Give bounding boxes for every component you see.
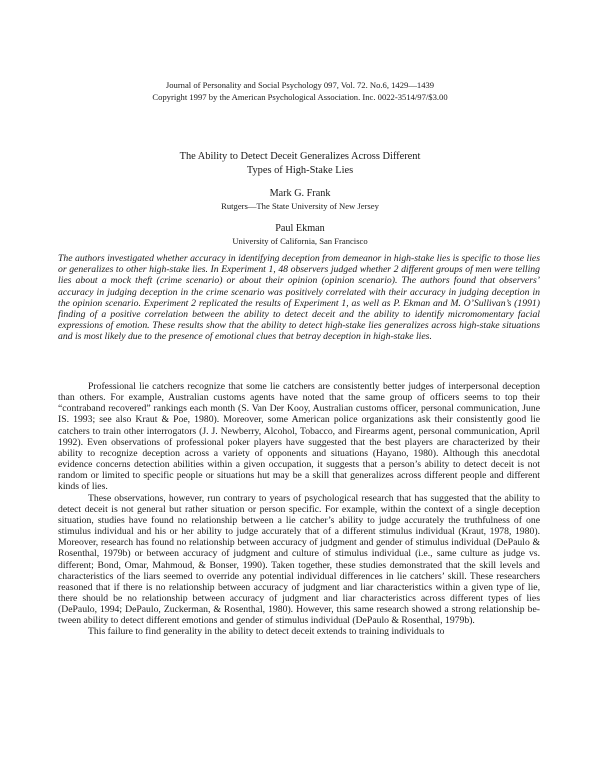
author-affiliation: University of California, San Francisco (232, 236, 368, 246)
author-name: Mark G. Frank (269, 188, 331, 199)
abstract: The authors investigated whether accuracy in identifying deception from demeanor in high-stake lies is specific to those lies or generalizes to other high-stake lies. In Experiment 1, 48 observers judged whether 2 different groups of men were telling lies about a mock theft (crime scenario) or about their opinion (opinion scenario). The authors found that observers’ accuracy in judging deception in the crime scenario was positively correlated with their accuracy in judging deception in the opinion scenario. Experiment 2 replicated the results of Experiment 1, as well as P. Ekman and M. O’Sullivan’s (1991) finding of a positive correlation between the ability to detect deceit and the ability to identify micromomentary facial expressions of emotion. These results show that the ability to detect high-stake lies generalizes across high-stake situations and is most likely due to the presence of emotional clues that betray deception in high-stake lies. (58, 253, 540, 343)
body-paragraph: Professional lie catchers recognize that some lie catchers are consistently better judges of interpersonal deception than others. For example, Australian customs agents have noted that the same group of officers seems to top their “contraband recovered” rankings each month (S. Van Der Kooy, Australian customs officer, personal communication, June IS. 1993; see also Kraut & Poe, 1980). Moreover, some American police organizations ask their consistently good lie catchers to train other interrogators (J. J. Newberry, Alcohol, Tobacco, and Firearms agent, personal communication, April 1992). Even observations of professional poker players have suggested that the best players are characterized by their ability to recognize deception across a variety of opponents and situations (Hayano, 1980). Although this anecdotal evidence concerns detection abilities within a given occupation, it suggests that a person’s ability to detect deceit is not random or limited to specific people or situations hut may be a skill that generalizes across different people and different kinds of lies. (58, 381, 540, 493)
copyright-notice: Copyright 1997 by the American Psychological Association. Inc. 0022-3514/97/$3.00 (152, 92, 448, 102)
journal-citation: Journal of Personality and Social Psychology 097, Vol. 72. No.6, 1429—1439 (165, 80, 435, 90)
body-text (58, 381, 540, 638)
article-title-line-1: The Ability to Detect Deceit Generalizes Across Different (179, 151, 421, 162)
body-paragraph: These observations, however, run contrary to years of psychological research that has suggested that the ability to detect deceit is not general but rather situation or person specific. For example, within the context of a single deception situation, studies have found no relationship between a lie catcher’s ability to judge accurately the truthfulness of one stimulus individual and his or her ability to judge accurately that of a different stimulus individual (Kraut, 1978, 1980). Moreover, research has found no relationship between accuracy of judgment and gender of stimulus individual (DePaulo & Rosenthal, 1979b) or between accuracy of judgment and culture of stimulus individual (i.e., same culture as judge vs. different; Bond, Omar, Mahmoud, & Bonser, 1990). Taken together, these studies demonstrated that the skill levels and characteristics of the liars seemed to override any potential individual differences in lie catchers’ skill. These researchers reasoned that if there is no relationship between accuracy of judgment and liar characteristics within a given type of lie, there should be no relationship between accuracy of judgment and liar characteristics across different types of lies (DePaulo, 1994; DePaulo, Zuckerman, & Rosenthal, 1980). However, this same research showed a strong relationship be-tween ability to detect different emotions and gender of stimulus individual (DePaulo & Rosenthal, 1979b). (58, 492, 540, 627)
article-title-line-2: Types of High-Stake Lies (246, 165, 354, 176)
author-affiliation: Rutgers—The State University of New Jersey (221, 201, 379, 211)
author-name: Paul Ekman (275, 223, 325, 234)
body-paragraph: This failure to find generality in the ability to detect deceit extends to training individuals to (88, 626, 445, 638)
